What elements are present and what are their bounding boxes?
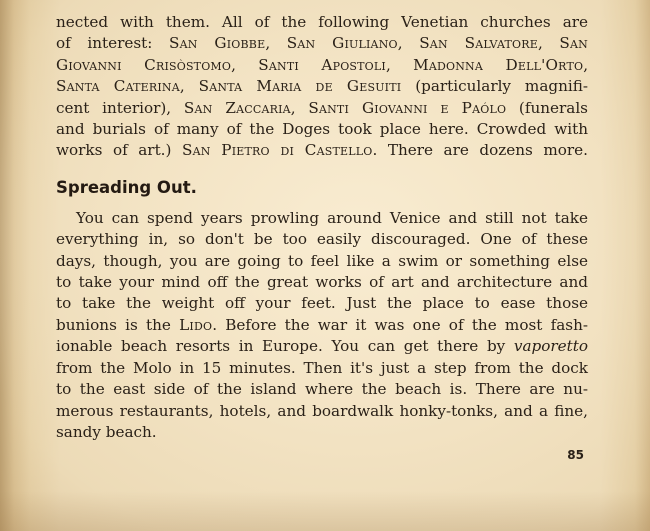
church-name: San Pietro di Castello bbox=[181, 141, 373, 160]
text-line: to the east side of the island where the beach is. There are nu- bbox=[56, 380, 588, 399]
text-run: bunions is the bbox=[56, 315, 180, 334]
text-run: , bbox=[179, 77, 199, 96]
text-line bbox=[56, 33, 588, 54]
church-name: Santi Apostoli bbox=[258, 55, 386, 74]
church-name: Santa Maria de Gesuiti bbox=[198, 77, 402, 96]
text-run: (particularly magnifi- bbox=[401, 77, 588, 96]
paragraph-spreading-out bbox=[56, 208, 588, 443]
text-line bbox=[56, 55, 588, 76]
text-line bbox=[56, 336, 588, 357]
church-name: Giovanni Crisòstomo bbox=[56, 55, 232, 74]
text-line bbox=[56, 140, 588, 161]
place-name: Lido bbox=[179, 315, 213, 334]
church-name: Santi Giovanni e Paólo bbox=[308, 98, 507, 117]
text-run: , bbox=[583, 55, 589, 74]
church-name: Madonna Dell'Orto bbox=[413, 55, 584, 74]
church-name: San Giuliano bbox=[286, 34, 398, 53]
church-name: San Giobbe bbox=[169, 34, 266, 53]
text-line: merous restaurants, hotels, and boardwalk honky-tonks, and a fine, bbox=[56, 401, 588, 420]
text-run: , bbox=[385, 55, 414, 74]
text-run: . There are dozens more. bbox=[372, 141, 588, 160]
page-number: 85 bbox=[567, 448, 584, 462]
page-text bbox=[56, 12, 588, 443]
text-run: . Before the war it was one of the most fash- bbox=[212, 315, 588, 334]
text-run: ionable beach resorts in Europe. You can get there by bbox=[56, 337, 514, 356]
text-run: (funerals bbox=[506, 98, 588, 117]
text-run: , bbox=[537, 34, 560, 53]
text-line: sandy beach. bbox=[56, 422, 157, 441]
text-run: works of art.) bbox=[56, 141, 182, 160]
text-line bbox=[56, 315, 588, 336]
text-line: and burials of many of the Doges took place here. Crowded with bbox=[56, 120, 588, 139]
church-name: San Zaccaria bbox=[183, 98, 291, 117]
text-line bbox=[56, 76, 588, 97]
text-run: , bbox=[231, 55, 259, 74]
text-line: You can spend years prowling around Venice and still not take bbox=[76, 208, 588, 227]
text-run: , bbox=[265, 34, 287, 53]
text-run: , bbox=[397, 34, 420, 53]
church-name: San Salvatore bbox=[419, 34, 538, 53]
italic-term: vaporetto bbox=[513, 337, 588, 356]
church-name: San bbox=[559, 34, 588, 53]
text-line: everything in, so don't be too easily discouraged. One of these bbox=[56, 230, 588, 249]
text-line: days, though, you are going to feel like a swim or something else bbox=[56, 251, 588, 270]
text-run: cent interior), bbox=[56, 98, 184, 117]
text-run: of interest: bbox=[56, 34, 170, 53]
church-name: Santa Caterina bbox=[56, 77, 180, 96]
text-line: nected with them. All of the following Venetian churches are bbox=[56, 13, 588, 31]
text-line: from the Molo in 15 minutes. Then it's just a step from the dock bbox=[56, 358, 588, 377]
paragraph-churches bbox=[56, 12, 588, 162]
text-line: to take the weight off your feet. Just the place to ease those bbox=[56, 294, 588, 313]
text-run: , bbox=[290, 98, 309, 117]
text-line: to take your mind off the great works of art and architecture and bbox=[56, 273, 588, 292]
section-heading: Spreading Out. bbox=[56, 177, 197, 197]
text-line bbox=[56, 98, 588, 119]
